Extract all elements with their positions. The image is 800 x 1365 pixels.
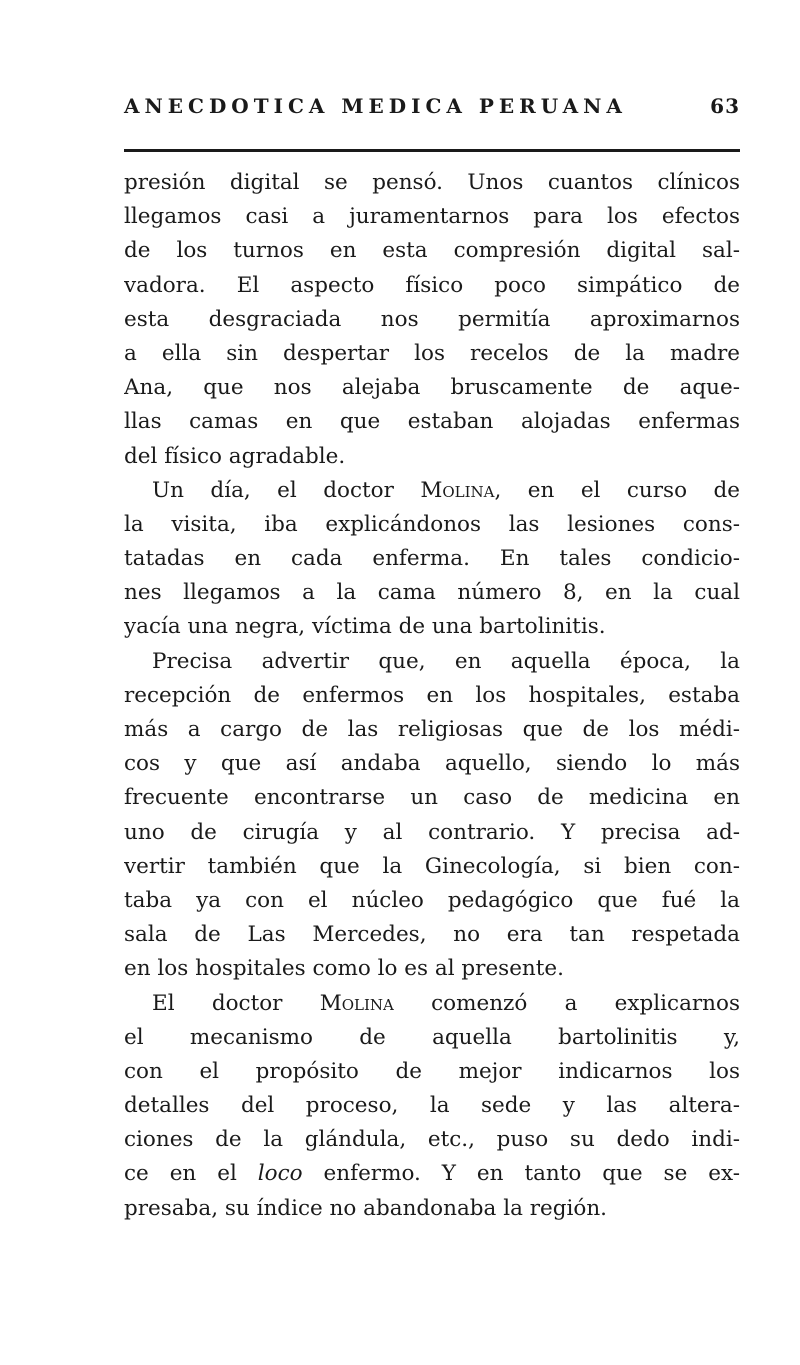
text-line: Ana, que nos alejaba bruscamente de aque- [124, 375, 740, 401]
text-line: esta desgraciada nos permitía aproximarnos [124, 306, 740, 332]
text-line: nes llegamos a la cama número 8, en la cual [124, 580, 740, 606]
text-fragment: comenzó a explicarnos [393, 990, 740, 1016]
text-line: el mecanismo de aquella bartolinitis y, [124, 1024, 740, 1050]
text-line: del físico agradable. [124, 443, 346, 469]
italic-word: loco [257, 1161, 303, 1187]
text-line: sala de Las Mercedes, no era tan respetada [124, 922, 740, 948]
text-line: de los turnos en esta compresión digital sal- [124, 238, 740, 264]
body-text [124, 166, 740, 1226]
text-fragment: Un día, el doctor [152, 477, 394, 503]
text-line: con el propósito de mejor indicarnos los [124, 1058, 740, 1084]
text-line: vadora. El aspecto físico poco simpático de [124, 272, 740, 298]
text-line: frecuente encontrarse un caso de medicina en [124, 785, 740, 811]
running-head [124, 93, 740, 119]
text-line: en los hospitales como lo es al presente. [124, 956, 564, 982]
text-line-with-name [124, 987, 740, 1021]
text-fragment: , en el curso de [494, 477, 740, 503]
running-head-title: ANECDOTICA MEDICA PERUANA [124, 94, 627, 118]
person-name-molina: Molina [420, 477, 495, 503]
text-fragment: ce en el [124, 1161, 237, 1187]
person-name-molina: Molina [319, 990, 394, 1016]
text-line: vertir también que la Ginecología, si bien con- [124, 853, 740, 879]
text-line: llegamos casi a juramentarnos para los efectos [124, 204, 740, 230]
text-line: presaba, su índice no abandonaba la región. [124, 1195, 607, 1221]
text-line: tatadas en cada enferma. En tales condicio- [124, 546, 740, 572]
text-line: cos y que así andaba aquello, siendo lo más [124, 751, 740, 777]
text-line-with-name [124, 474, 740, 508]
text-line: ciones de la glándula, etc., puso su dedo indi- [124, 1127, 740, 1153]
text-line: uno de cirugía y al contrario. Y precisa ad- [124, 819, 740, 845]
text-line: más a cargo de las religiosas que de los médi- [124, 717, 740, 742]
text-line-with-italic [124, 1157, 740, 1191]
text-line: yacía una negra, víctima de una bartolinitis. [124, 614, 606, 640]
text-fragment: enfermo. Y en tanto que se ex- [302, 1161, 740, 1187]
text-line: taba ya con el núcleo pedagógico que fué la [124, 887, 740, 913]
text-line: presión digital se pensó. Unos cuantos clínicos [124, 170, 740, 195]
text-line: la visita, iba explicándonos las lesiones cons- [124, 511, 740, 537]
text-fragment: El doctor [152, 990, 283, 1016]
page-number: 63 [710, 94, 740, 118]
text-line: a ella sin despertar los recelos de la madre [124, 340, 740, 366]
text-line: detalles del proceso, la sede y las altera- [124, 1093, 740, 1119]
text-line: Precisa advertir que, en aquella época, la [152, 648, 740, 674]
header-rule [124, 149, 740, 152]
text-line: llas camas en que estaban alojadas enfermas [124, 409, 740, 435]
text-line: recepción de enfermos en los hospitales, estaba [124, 682, 740, 708]
